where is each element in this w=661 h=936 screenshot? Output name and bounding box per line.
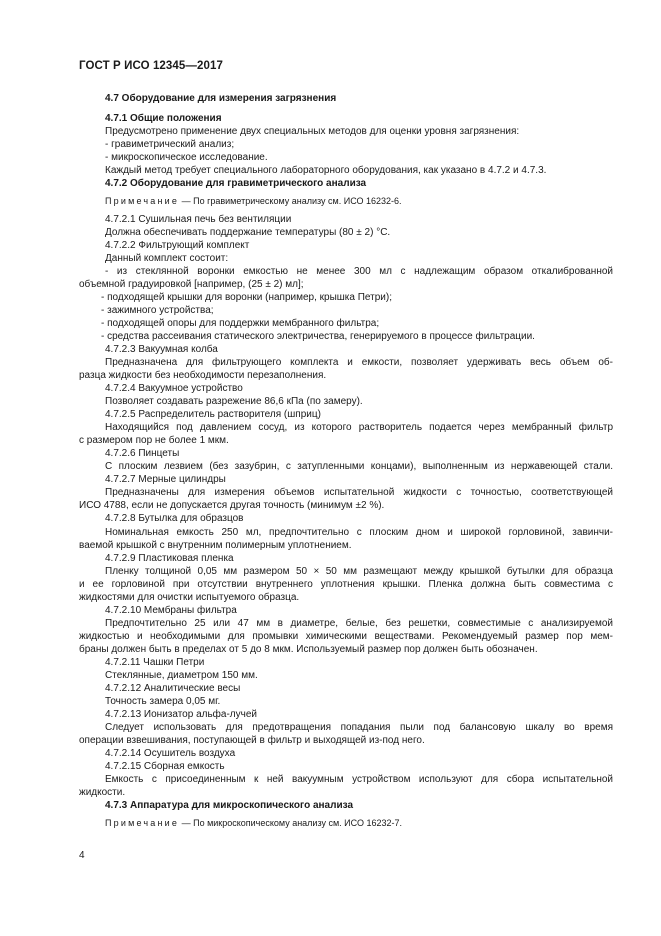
note-text: — По микроскопическому анализу см. ИСО 16232-7. bbox=[179, 817, 402, 828]
paragraph: Данный комплект состоит: bbox=[105, 253, 229, 265]
subsection-heading: 4.7.2.9 Пластиковая пленка bbox=[105, 552, 234, 564]
subsection-heading: 4.7.2.8 Бутылка для образцов bbox=[105, 513, 244, 525]
paragraph: Точность замера 0,05 мг. bbox=[105, 695, 221, 707]
subsection-heading: 4.7.2.3 Вакуумная колба bbox=[105, 344, 218, 356]
paragraph: Предусмотрено применение двух специальных методов для оценки уровня загрязнения: bbox=[105, 126, 520, 138]
paragraph: Должна обеспечивать поддержание температуры (80 ± 2) °С. bbox=[105, 227, 391, 239]
list-item: - подходящей крышки для воронки (например, крышка Петри); bbox=[101, 292, 392, 304]
list-item: - из стеклянной воронки емкостью не менее 300 мл с надлежащим образом откалиброванной bbox=[105, 266, 613, 278]
paragraph-continuation: жидкости. bbox=[79, 786, 126, 798]
paragraph-continuation: ИСО 4788, если не допускается другая точность (минимум ±2 %). bbox=[79, 500, 385, 512]
paragraph: Позволяет создавать разрежение 86,6 кПа (по замеру). bbox=[105, 396, 363, 408]
subsection-heading: 4.7.2.6 Пинцеты bbox=[105, 448, 180, 460]
subsection-heading: 4.7.2.4 Вакуумное устройство bbox=[105, 383, 243, 395]
subsection-heading: 4.7.2.15 Сборная емкость bbox=[105, 760, 225, 772]
section-heading-4-7-3: 4.7.3 Аппаратура для микроскопического анализа bbox=[105, 799, 354, 811]
list-item: - гравиметрический анализ; bbox=[105, 139, 235, 151]
paragraph: Предназначена для фильтрующего комплекта и емкости, позволяет удерживать весь объем об- bbox=[105, 357, 613, 369]
page-number: 4 bbox=[79, 850, 85, 861]
paragraph: Предпочтительно 25 или 47 мм в диаметре, белые, без решетки, совместимые с анализируемой bbox=[105, 617, 613, 629]
note bbox=[79, 817, 613, 830]
list-item: - подходящей опоры для поддержки мембранного фильтра; bbox=[101, 318, 380, 330]
paragraph-continuation: браны должен быть в пределах от 5 до 8 мкм. Используемый размер пор должен быть обозначен. bbox=[79, 643, 538, 655]
section-heading-4-7-2: 4.7.2 Оборудование для гравиметрического анализа bbox=[105, 178, 367, 190]
list-item: - зажимного устройства; bbox=[101, 305, 214, 317]
subsection-heading: 4.7.2.1 Сушильная печь без вентиляции bbox=[105, 214, 292, 226]
document-header: ГОСТ Р ИСО 12345—2017 bbox=[79, 60, 224, 72]
paragraph: Каждый метод требует специального лабораторного оборудования, как указано в 4.7.2 и 4.7.3. bbox=[105, 165, 547, 177]
document-body bbox=[79, 92, 613, 830]
paragraph: Следует использовать для предотвращения попадания пыли под балансовую шкалу во время bbox=[105, 721, 613, 733]
paragraph: Номинальная емкость 250 мл, предпочтительно с плоским дном и широкой горловиной, завинчи- bbox=[105, 526, 613, 538]
paragraph-continuation: с размером пор не более 1 мкм. bbox=[79, 435, 229, 447]
note-label: Примечание bbox=[105, 817, 180, 828]
subsection-heading: 4.7.2.10 Мембраны фильтра bbox=[105, 604, 237, 616]
paragraph-continuation: операции взвешивания, поступающей в фильтр и выходящей из-под него. bbox=[79, 734, 425, 746]
paragraph: Емкость с присоединенным к ней вакуумным устройством используют для сбора испытательной bbox=[105, 773, 613, 785]
subsection-heading: 4.7.2.2 Фильтрующий комплект bbox=[105, 240, 250, 252]
subsection-heading: 4.7.2.11 Чашки Петри bbox=[105, 656, 205, 668]
note-text: — По гравиметрическому анализу см. ИСО 16232-6. bbox=[179, 196, 402, 207]
paragraph-continuation: разца жидкости без необходимости перезаполнения. bbox=[79, 370, 327, 382]
list-item: - средства рассеивания статического электричества, генерируемого в процессе фильтрации. bbox=[101, 331, 535, 343]
note-label: Примечание bbox=[105, 196, 180, 207]
list-item-continuation: объемной градуировкой [например, (25 ± 2) мл]; bbox=[79, 279, 304, 291]
note bbox=[79, 195, 613, 208]
subsection-heading: 4.7.2.14 Осушитель воздуха bbox=[105, 747, 236, 759]
subsection-heading: 4.7.2.12 Аналитические весы bbox=[105, 682, 241, 694]
paragraph-continuation: жидкостями для очистки испытуемого образца. bbox=[79, 591, 300, 603]
subsection-heading: 4.7.2.5 Распределитель растворителя (шприц) bbox=[105, 409, 321, 421]
subsection-heading: 4.7.2.7 Мерные цилиндры bbox=[105, 474, 226, 486]
paragraph: Предназначены для измерения объемов испытательной жидкости с точностью, соответствующей bbox=[105, 487, 613, 499]
paragraph-continuation: и ее горловиной при отсутствии внутреннего уплотнения крышки. Пленка должна быть совместима с bbox=[79, 578, 613, 590]
subsection-heading: 4.7.2.13 Ионизатор альфа-лучей bbox=[105, 708, 257, 720]
paragraph-continuation: жидкостью и необходимыми для промывки химическими веществами. Рекомендуемый размер пор мем- bbox=[79, 630, 613, 642]
paragraph-continuation: ваемой крышкой с внутренним полимерным уплотнением. bbox=[79, 539, 352, 551]
section-heading-4-7-1: 4.7.1 Общие положения bbox=[105, 113, 222, 125]
section-heading-4-7: 4.7 Оборудование для измерения загрязнения bbox=[105, 93, 337, 104]
paragraph: Находящийся под давлением сосуд, из которого растворитель подается через мембранный фильтр bbox=[105, 422, 613, 434]
paragraph: Пленку толщиной 0,05 мм размером 50 × 50 мм размещают между крышкой бутылки для образца bbox=[105, 565, 613, 577]
paragraph: С плоским лезвием (без зазубрин, с затупленными концами), выполненным из нержавеющей стали. bbox=[105, 461, 613, 473]
paragraph: Стеклянные, диаметром 150 мм. bbox=[105, 669, 258, 681]
list-item: - микроскопическое исследование. bbox=[105, 152, 268, 164]
